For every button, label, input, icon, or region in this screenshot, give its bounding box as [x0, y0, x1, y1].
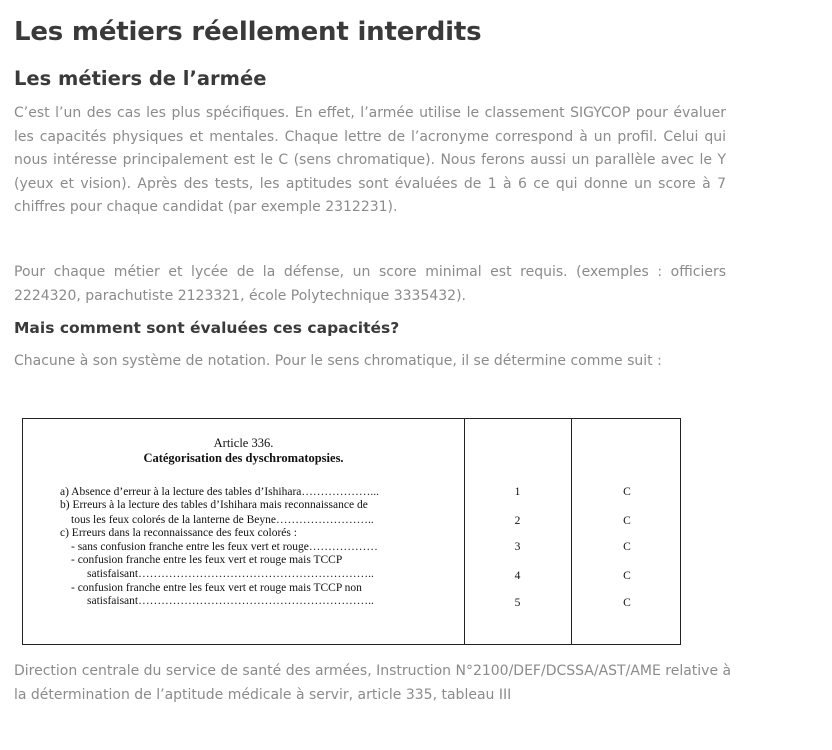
table-line-c2a: - confusion franche entre les feux vert et rouge mais TCCP — [71, 554, 343, 566]
intro-paragraph: C’est l’un des cas les plus spécifiques. En effet, l’armée utilise le classement SIGYCOP pour évaluer les capacités physiques et mentales. Chaque lettre de l’acronyme correspond à un profil. Celui qui nous intéresse principalement est le C (sens chromatique). Nous ferons aussi un parallèle avec le Y (yeux et vision). Après des tests, les aptitudes sont évaluées de 1 à 6 ce qui donne un score à 7 chiffres pour chaque candidat (par exemple 2312231). — [14, 105, 726, 216]
section-title: Les métiers de l’armée — [14, 67, 267, 90]
article-number: Article 336. — [213, 436, 274, 450]
category-value: 2 — [514, 515, 521, 527]
source-caption: Direction centrale du service de santé des armées, Instruction N°2100/DEF/DCSSA/AST/AME relative à la détermination de l’aptitude médicale à servir, article 335, tableau III — [14, 663, 732, 703]
category-letter: C — [623, 570, 631, 582]
table-line-a: a) Absence d’erreur à la lecture des tables d’Ishihara………………... — [60, 486, 380, 498]
table-heading: Catégorisation des dyschromatopsies. — [143, 451, 344, 465]
category-letter: C — [623, 541, 631, 553]
subsection-title: Mais comment sont évaluées ces capacités? — [14, 319, 400, 337]
table-line-c3b: satisfaisant…………………………………………………….. — [87, 595, 374, 607]
requirements-paragraph: Pour chaque métier et lycée de la défense, un score minimal est requis. (exemples : officiers 2224320, parachutiste 2123321, école Polytechnique 3335432). — [14, 264, 726, 304]
table-line-c1: - sans confusion franche entre les feux vert et rouge……………… — [71, 541, 378, 553]
table-line-c2b: satisfaisant…………………………………………………….. — [87, 568, 374, 580]
category-value: 4 — [514, 570, 521, 582]
table-line-b1: b) Erreurs à la lecture des tables d’Ishihara mais reconnaissance de — [60, 499, 368, 511]
category-value: 3 — [514, 541, 521, 553]
category-letter: C — [623, 515, 631, 527]
table-line-c3a: - confusion franche entre les feux vert et rouge mais TCCP non — [71, 582, 362, 594]
category-value: 5 — [514, 597, 521, 609]
table-line-b2: tous les feux colorés de la lanterne de Beyne…………………….. — [71, 514, 374, 526]
category-letter: C — [623, 486, 631, 498]
explanation-paragraph: Chacune à son système de notation. Pour le sens chromatique, il se détermine comme suit : — [14, 353, 662, 369]
category-letter: C — [623, 597, 631, 609]
table-line-c: c) Erreurs dans la reconnaissance des feux colorés : — [60, 527, 297, 539]
page-title: Les métiers réellement interdits — [14, 17, 482, 47]
dyschromatopsia-table — [22, 418, 681, 645]
category-value: 1 — [514, 486, 521, 498]
